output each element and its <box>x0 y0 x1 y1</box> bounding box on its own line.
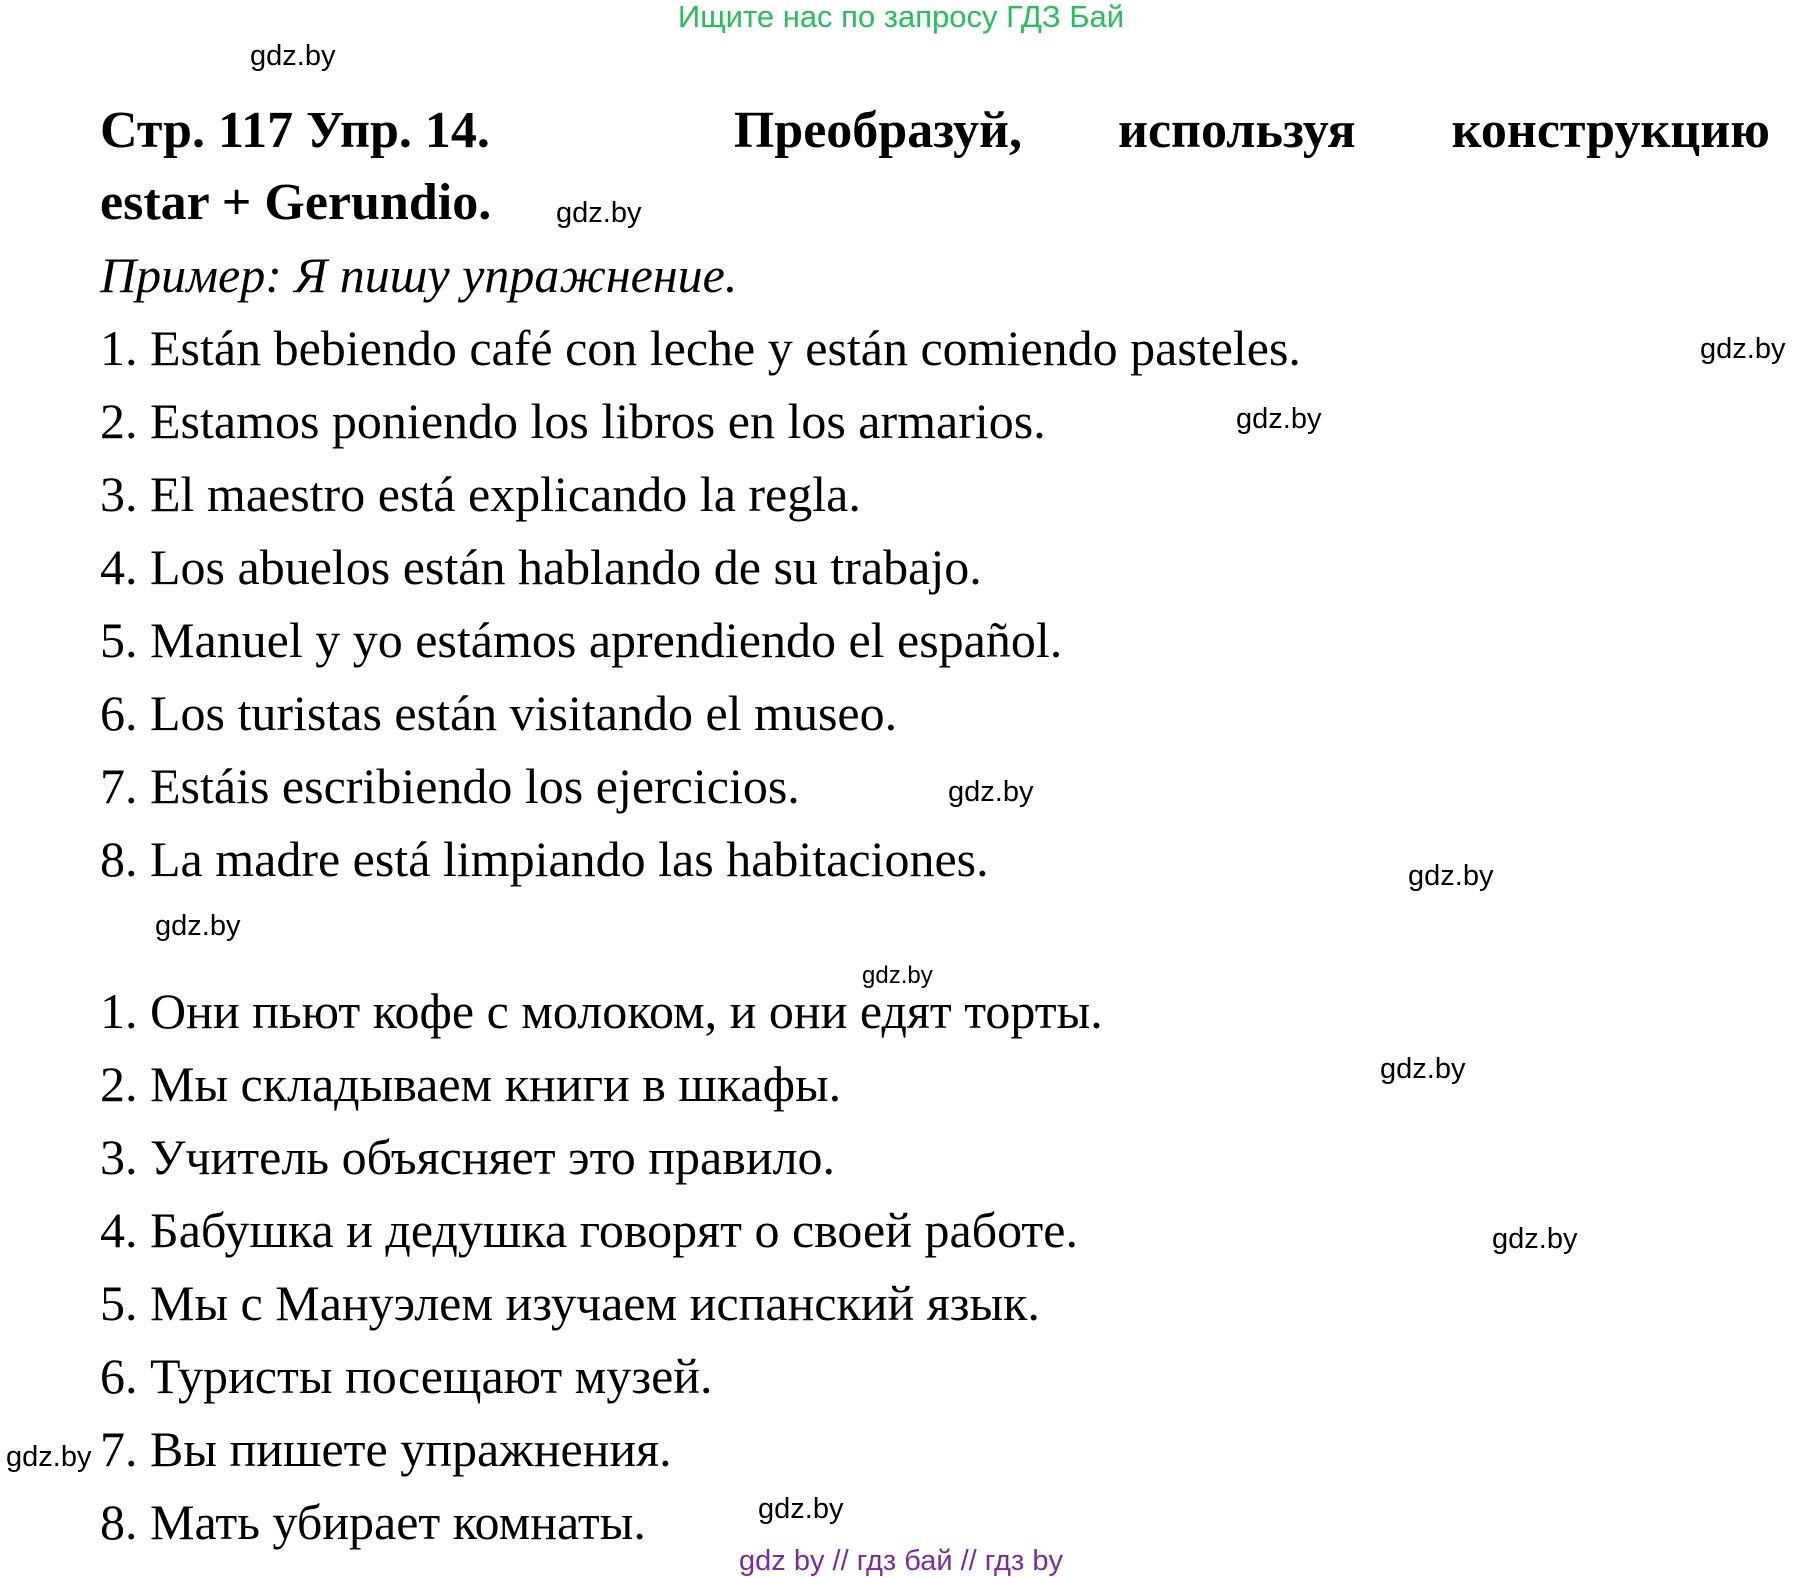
watermark: gdz.by <box>1408 860 1494 892</box>
watermark: gdz.by <box>1236 403 1322 435</box>
watermark: gdz.by <box>1700 333 1786 365</box>
spanish-sentence: 8. La madre está limpiando las habitaciones. <box>100 831 989 887</box>
russian-sentence: 1. Они пьют кофе с молоком, и они едят торты. <box>100 983 1103 1039</box>
page-exercise-ref: Стр. 117 Упр. 14. <box>100 102 490 159</box>
russian-sentence-list <box>100 975 1103 1559</box>
bottom-banner: gdz by // гдз бай // гдз by <box>739 1545 1063 1577</box>
watermark: gdz.by <box>758 1493 844 1525</box>
top-banner: Ищите нас по запросу ГДЗ Бай <box>677 0 1125 34</box>
watermark: gdz.by <box>6 1441 92 1473</box>
watermark: gdz.by <box>1492 1223 1578 1255</box>
watermark: gdz.by <box>948 776 1034 808</box>
russian-sentence: 3. Учитель объясняет это правило. <box>100 1129 836 1185</box>
watermark: gdz.by <box>1380 1053 1466 1085</box>
spanish-sentence: 4. Los abuelos están hablando de su trabajo. <box>100 539 982 595</box>
russian-sentence: 8. Мать убирает комнаты. <box>100 1494 646 1550</box>
russian-sentence: 4. Бабушка и дедушка говорят о своей работе. <box>100 1202 1078 1258</box>
watermark: gdz.by <box>250 40 336 72</box>
russian-sentence: 7. Вы пишете упражнения. <box>100 1421 672 1477</box>
russian-sentence: 2. Мы складываем книги в шкафы. <box>100 1056 842 1112</box>
heading-construction: estar + Gerundio. <box>100 174 492 231</box>
spanish-sentence: 6. Los turistas están visitando el museo. <box>100 685 898 741</box>
spanish-sentence: 1. Están bebiendo café con leche y están comiendo pasteles. <box>100 320 1301 376</box>
spanish-sentence: 2. Estamos poniendo los libros en los armarios. <box>100 393 1046 449</box>
spanish-sentence-list <box>100 312 1301 896</box>
watermark: gdz.by <box>862 962 933 989</box>
russian-sentence: 5. Мы с Мануэлем изучаем испанский язык. <box>100 1275 1040 1331</box>
heading-word: конструкцию <box>1451 102 1770 159</box>
heading-line-1 <box>100 95 1770 167</box>
russian-sentence: 6. Туристы посещают музей. <box>100 1348 713 1404</box>
heading-word: Преобразуй, <box>733 102 1022 159</box>
spanish-sentence: 5. Manuel y yo estámos aprendiendo el español. <box>100 612 1063 668</box>
watermark: gdz.by <box>556 197 642 229</box>
spanish-sentence: 7. Estáis escribiendo los ejercicios. <box>100 758 800 814</box>
heading-line-2 <box>100 167 1770 239</box>
spanish-sentence: 3. El maestro está explicando la regla. <box>100 466 861 522</box>
exercise-heading <box>100 95 1770 239</box>
watermark: gdz.by <box>155 910 241 942</box>
heading-word: используя <box>1117 102 1356 159</box>
example-sentence: Пример: Я пишу упражнение. <box>100 247 738 303</box>
